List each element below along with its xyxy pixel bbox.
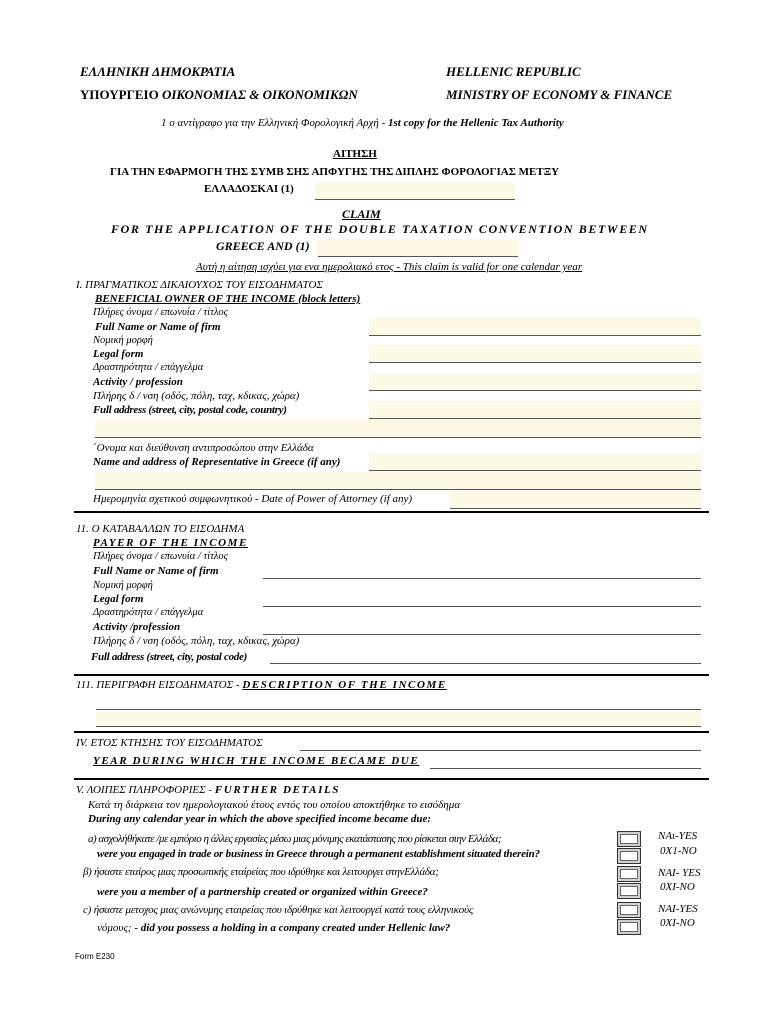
- divider-4: [74, 778, 709, 780]
- copy-note-gr: 1 ο αντίγραφο για την Ελληνική Φορολογική Αρχή -: [161, 117, 388, 129]
- s1-address-input[interactable]: [369, 401, 701, 419]
- s3-description-fill[interactable]: [96, 712, 701, 726]
- s4-year-input-2[interactable]: [430, 768, 701, 769]
- divider-3: [74, 731, 709, 733]
- s1-name-input[interactable]: [369, 318, 701, 336]
- qb-yes-checkbox[interactable]: [617, 866, 641, 882]
- section5-heading: [76, 784, 340, 796]
- s2-name-input[interactable]: [263, 578, 701, 579]
- s5-qc-gr: c) ήσαστε μετοχος μιας ανώνυμης εταιρείας που ιδρύθηκε και λειτουργεί κατά τους ελληνικούς: [83, 904, 474, 916]
- section4-heading-gr: IV. ΕΤΟΣ ΚΤΗΣΗΣ ΤΟΥ ΕΙΣΟΔΗΜΑΤΟΣ: [76, 737, 263, 749]
- s1-legal-gr: Νομική μορφή: [93, 335, 153, 346]
- form-number: Form E230: [75, 952, 115, 961]
- s2-address-input[interactable]: [270, 663, 701, 664]
- copy-note: [161, 117, 564, 129]
- s2-activity-gr: Δραστηρότητα / επάγγελμα: [93, 607, 204, 618]
- s2-activity-input[interactable]: [263, 634, 701, 635]
- s1-activity-input[interactable]: [369, 373, 701, 391]
- section3-heading-en: DESCRIPTION OF THE INCOME: [242, 679, 447, 691]
- section2-heading-en: PAYER OF THE INCOME: [93, 537, 248, 549]
- s2-activity-en: Activity /profession: [93, 621, 181, 633]
- title-gr-line1: ΓΙΑ ΤΗΝ ΕΦΑΡΜΟΓΗ ΤΗΣ ΣΥΜΒ ΣΗΣ ΑΠΦΥΓΗΣ ΤΗΣ ΔΙΠΛΗΣ ΦΟΡΟΛΟΓΙΑΣ ΜΕΤΞΥ: [110, 166, 560, 178]
- s1-legal-en: Legal form: [93, 348, 144, 360]
- gr-ministry-b: ΟΙΚΟΝΟΜΙΑΣ & ΟΙΚΟΝΟΜΙΚΩΝ: [161, 87, 358, 102]
- divider-2: [74, 674, 709, 676]
- s5-qc-en: - did you possess a holding in a company created under Hellenic law?: [134, 922, 451, 934]
- s1-name-gr: Πλήρες όνομα / επωνυία / τίτλος: [93, 307, 228, 318]
- title-en-line2: GREECE AND (1): [216, 239, 310, 253]
- s1-rep-input-2[interactable]: [95, 472, 701, 490]
- qa-no-checkbox[interactable]: [617, 848, 641, 864]
- qc-yes-checkbox[interactable]: [617, 902, 641, 918]
- s1-address-input-2[interactable]: [95, 420, 701, 438]
- s5-intro-gr: Κατά τη διάρκεια τον ημερολογιακού έτους εντός του οποίου αποκτήθηκε το εισόδημα: [88, 799, 461, 811]
- s3-description-input-2[interactable]: [96, 726, 701, 727]
- s1-rep-gr: ΄Ονομα και διεύθυνση αντιπροσώπου στην Ελλάδα: [93, 442, 314, 454]
- title-aitisi: ΑΙΤΗΣΗ: [333, 148, 377, 160]
- qb-no-checkbox[interactable]: [617, 883, 641, 899]
- s4-year-input-1[interactable]: [300, 750, 701, 751]
- s5-qb-gr: β) ήσαστε εταίρος μιας προσωπικής εταίρείας που ιδρύθηκε και λειτουργει στηνΕλλάδα;: [83, 866, 439, 878]
- qb-yes-label: NAI- YES: [658, 867, 701, 879]
- title-en-line1: FOR THE APPLICATION OF THE DOUBLE TAXATION CONVENTION BETWEEN: [111, 222, 649, 236]
- s5-qa-gr: a) ασχολήθήκατε /με εμπόριο η άλλες εργασίες μέσω μιας μόνιμης εκατάστασης που ρίσκεται σιην Ελλάδα;: [88, 833, 501, 845]
- validity-note: Αυτή η αίτηση ισχύει για ενα ημερολιακό ετος - This claim is valid for one calendar year: [196, 261, 583, 273]
- gr-ministry: [80, 87, 358, 103]
- en-ministry: MINISTRY OF ECONOMY & FINANCE: [446, 87, 673, 102]
- section1-heading-en: BENEFICIAL OWNER OF THE INCOME (block letters): [95, 293, 361, 305]
- gr-ministry-a: ΥΠΟΥΡΓΕΙΟ: [80, 87, 162, 102]
- s2-address-en: Full address (street, city, postal code): [91, 651, 247, 663]
- qc-yes-label: NAI-YES: [658, 903, 698, 915]
- section3-heading: [76, 679, 447, 691]
- s1-activity-en: Activity / profession: [93, 376, 183, 388]
- qa-yes-checkbox[interactable]: [617, 831, 641, 847]
- s2-legal-input[interactable]: [263, 606, 701, 607]
- qb-no-label: 0XI-NO: [660, 881, 695, 893]
- en-republic: HELLENIC REPUBLIC: [446, 64, 581, 79]
- title-gr-line2: ΕΛΛΑΔΟΣΚΑΙ (1): [204, 183, 294, 195]
- s2-name-en: Full Name or Name of firm: [93, 565, 219, 577]
- s1-address-en: Full address (street, city, postal code, country): [93, 404, 287, 416]
- s5-qb-en: were you a member of a partnership created or organized within Greece?: [97, 886, 428, 898]
- divider-1: [74, 511, 709, 513]
- s1-poa: Ημερομηνία σχετικού συμφωνητικού - Date of Power of Attorney (if any): [93, 493, 413, 505]
- copy-note-en: 1st copy for the Hellenic Tax Authority: [388, 117, 564, 129]
- s2-legal-gr: Νομική μορφή: [93, 580, 153, 591]
- section3-heading-gr: 111. ΠΕΡΙΓΡΑΦΗ ΕΙΣΟΔΗΜΑΤΟΣ -: [76, 679, 243, 691]
- s1-poa-input[interactable]: [450, 491, 701, 509]
- section1-heading-gr: Ι. ΠΡΑΓΜΑΤΙΚΟΣ ΔΙΚΑΙΟΥΧΟΣ ΤΟΥ ΕΙΣΟΔΗΜΑΤΟΣ: [76, 279, 323, 291]
- section5-heading-gr: V. ΛΟΙΠΕΣ ΠΛΗΡΟΦΟΡΙΕΣ -: [76, 784, 215, 796]
- s1-activity-gr: Δραστηρότητα / επάγγελμα: [93, 362, 204, 373]
- section5-heading-en: FURTHER DETAILS: [214, 784, 341, 796]
- s5-intro-en: During any calendar year in which the above specified income became due:: [88, 813, 432, 825]
- qc-no-checkbox[interactable]: [617, 919, 641, 935]
- qa-yes-label: NAι-YES: [658, 830, 698, 842]
- s2-legal-en: Legal form: [93, 593, 144, 605]
- qc-no-label: 0XI-NO: [660, 917, 695, 929]
- s2-name-gr: Πλήρες όνομα / επωνυία / τίτλος: [93, 551, 228, 562]
- section4-heading-en: YEAR DURING WHICH THE INCOME BECAME DUE: [93, 755, 420, 767]
- s1-name-en: Full Name or Name of firm: [95, 321, 221, 333]
- s5-qc-gr2: νόμους;: [97, 922, 135, 934]
- s1-address-gr: Πλήρης δ / νση (οδός, πόλη, ταχ, κδικας, χώρα): [93, 390, 300, 402]
- country-field-gr[interactable]: [315, 182, 515, 200]
- s5-qa-en: were you engaged in trade or business in Greece through a permanent establishment situated therein?: [97, 848, 540, 860]
- country-field-en[interactable]: [318, 239, 518, 257]
- title-claim: CLAIM: [342, 207, 381, 221]
- s1-rep-en: Name and address of Representative in Greece (if any): [93, 456, 341, 468]
- s1-legal-input[interactable]: [369, 345, 701, 363]
- qa-no-label: 0X1-NO: [660, 845, 697, 857]
- s2-address-gr: Πλήρης δ / νση (οδός, πόλη, ταχ, κδικας, χώρα): [93, 635, 300, 647]
- section2-heading-gr: 11. Ο ΚΑΤΑΒΑΛΛΩΝ ΤΟ ΕΙΣΟΔΗΜΑ: [76, 523, 245, 535]
- s5-qc: [97, 922, 450, 934]
- gr-republic: ΕΛΛΗΝΙΚΗ ΔΗΜΟΚΡΑΤΙΑ: [80, 64, 236, 79]
- s3-description-input-1[interactable]: [96, 709, 701, 710]
- s1-rep-input[interactable]: [369, 453, 701, 471]
